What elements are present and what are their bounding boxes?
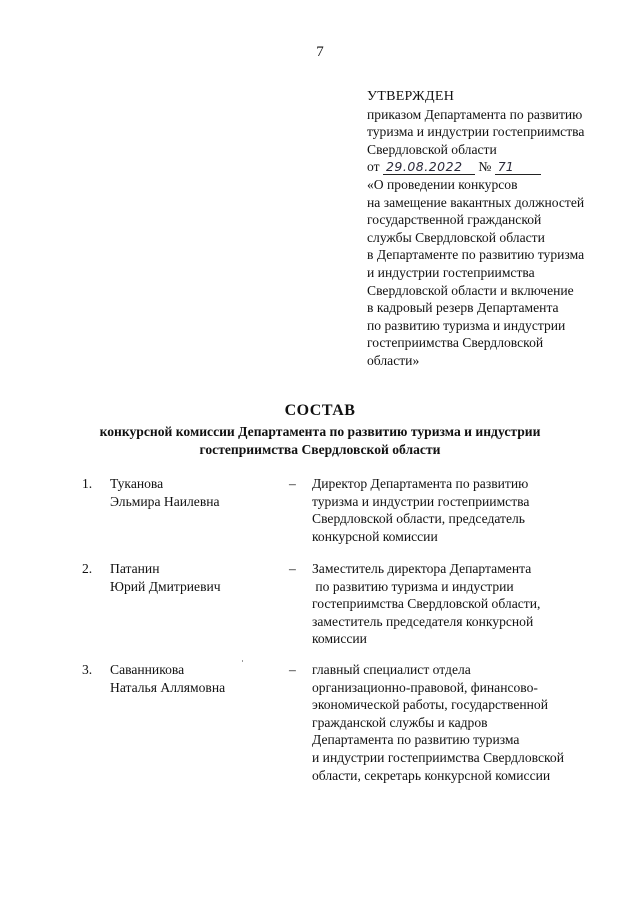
- approval-line: в кадровый резерв Департамента: [367, 300, 559, 316]
- member-number: 2.: [82, 561, 93, 576]
- role-line: Директор Департамента по развитию: [312, 476, 529, 491]
- page-number: 7: [316, 44, 324, 60]
- member-given-names: Эльмира Наилевна: [110, 493, 220, 509]
- approval-line: Свердловской области и включение: [367, 282, 574, 298]
- role-line: Заместитель директора Департамента: [312, 561, 532, 576]
- member-name: [110, 475, 280, 510]
- member-given-names: Наталья Аллямовна: [110, 679, 226, 695]
- role-line: главный специалист отдела: [312, 662, 471, 677]
- member-surname: Туканова: [110, 476, 164, 491]
- member-dash: –: [289, 561, 296, 576]
- role-line: гостеприимства Свердловской области,: [312, 596, 541, 612]
- member-role: [312, 560, 612, 648]
- member-role: [312, 475, 612, 545]
- member-dash: –: [289, 662, 296, 677]
- role-line: экономической работы, государственной: [312, 697, 548, 713]
- member-given-names: Юрий Дмитриевич: [110, 578, 221, 594]
- member-surname: Патанин: [110, 561, 160, 576]
- handwritten-date: 29.08.2022: [383, 160, 475, 175]
- role-line: комиссии: [312, 631, 367, 647]
- date-prefix: от: [367, 159, 380, 175]
- approval-line: и индустрии гостеприимства: [367, 264, 535, 280]
- approval-line: Свердловской области: [367, 141, 497, 157]
- handwritten-order-number: 71: [495, 160, 541, 175]
- document-title: [0, 402, 640, 458]
- member-role: [312, 661, 612, 784]
- approval-line: гостеприимства Свердловской: [367, 335, 544, 351]
- approval-line: государственной гражданской: [367, 212, 542, 228]
- member-name: [110, 560, 280, 595]
- role-line: области, секретарь конкурсной комиссии: [312, 767, 551, 783]
- role-line: организационно-правовой, финансово-: [312, 679, 538, 695]
- role-line: по развитию туризма и индустрии: [312, 578, 514, 594]
- title-subtitle-line: конкурсной комиссии Департамента по развитию туризма и индустрии: [99, 424, 541, 439]
- role-line: Департамента по развитию туризма: [312, 732, 520, 748]
- approval-line: на замещение вакантных должностей: [367, 194, 585, 210]
- approval-line: области»: [367, 352, 420, 368]
- role-line: заместитель председателя конкурсной: [312, 613, 534, 629]
- member-name: [110, 661, 280, 696]
- approval-line: службы Свердловской области: [367, 229, 545, 245]
- number-prefix: №: [478, 159, 492, 175]
- role-line: Свердловской области, председатель: [312, 511, 525, 527]
- approval-line: туризма и индустрии гостеприимства: [367, 124, 585, 140]
- approval-line: приказом Департамента по развитию: [367, 106, 583, 122]
- approval-line: «О проведении конкурсов: [367, 176, 518, 192]
- title-main: СОСТАВ: [284, 402, 356, 419]
- approval-stamp-block: [367, 88, 617, 370]
- role-line: гражданской службы и кадров: [312, 714, 488, 730]
- order-date-number-line: [367, 158, 617, 176]
- role-line: конкурсной комиссии: [312, 528, 438, 544]
- approval-line: по развитию туризма и индустрии: [367, 317, 566, 333]
- member-number: 1.: [82, 476, 93, 491]
- member-number: 3.: [82, 662, 93, 677]
- approval-line: в Департаменте по развитию туризма: [367, 247, 585, 263]
- member-dash: –: [289, 476, 296, 491]
- title-subtitle-line: гостеприимства Свердловской области: [199, 441, 441, 457]
- member-surname: Саванникова: [110, 662, 185, 677]
- role-line: и индустрии гостеприимства Свердловской: [312, 749, 564, 765]
- approval-heading: УТВЕРЖДЕН: [367, 89, 455, 104]
- role-line: туризма и индустрии гостеприимства: [312, 493, 530, 509]
